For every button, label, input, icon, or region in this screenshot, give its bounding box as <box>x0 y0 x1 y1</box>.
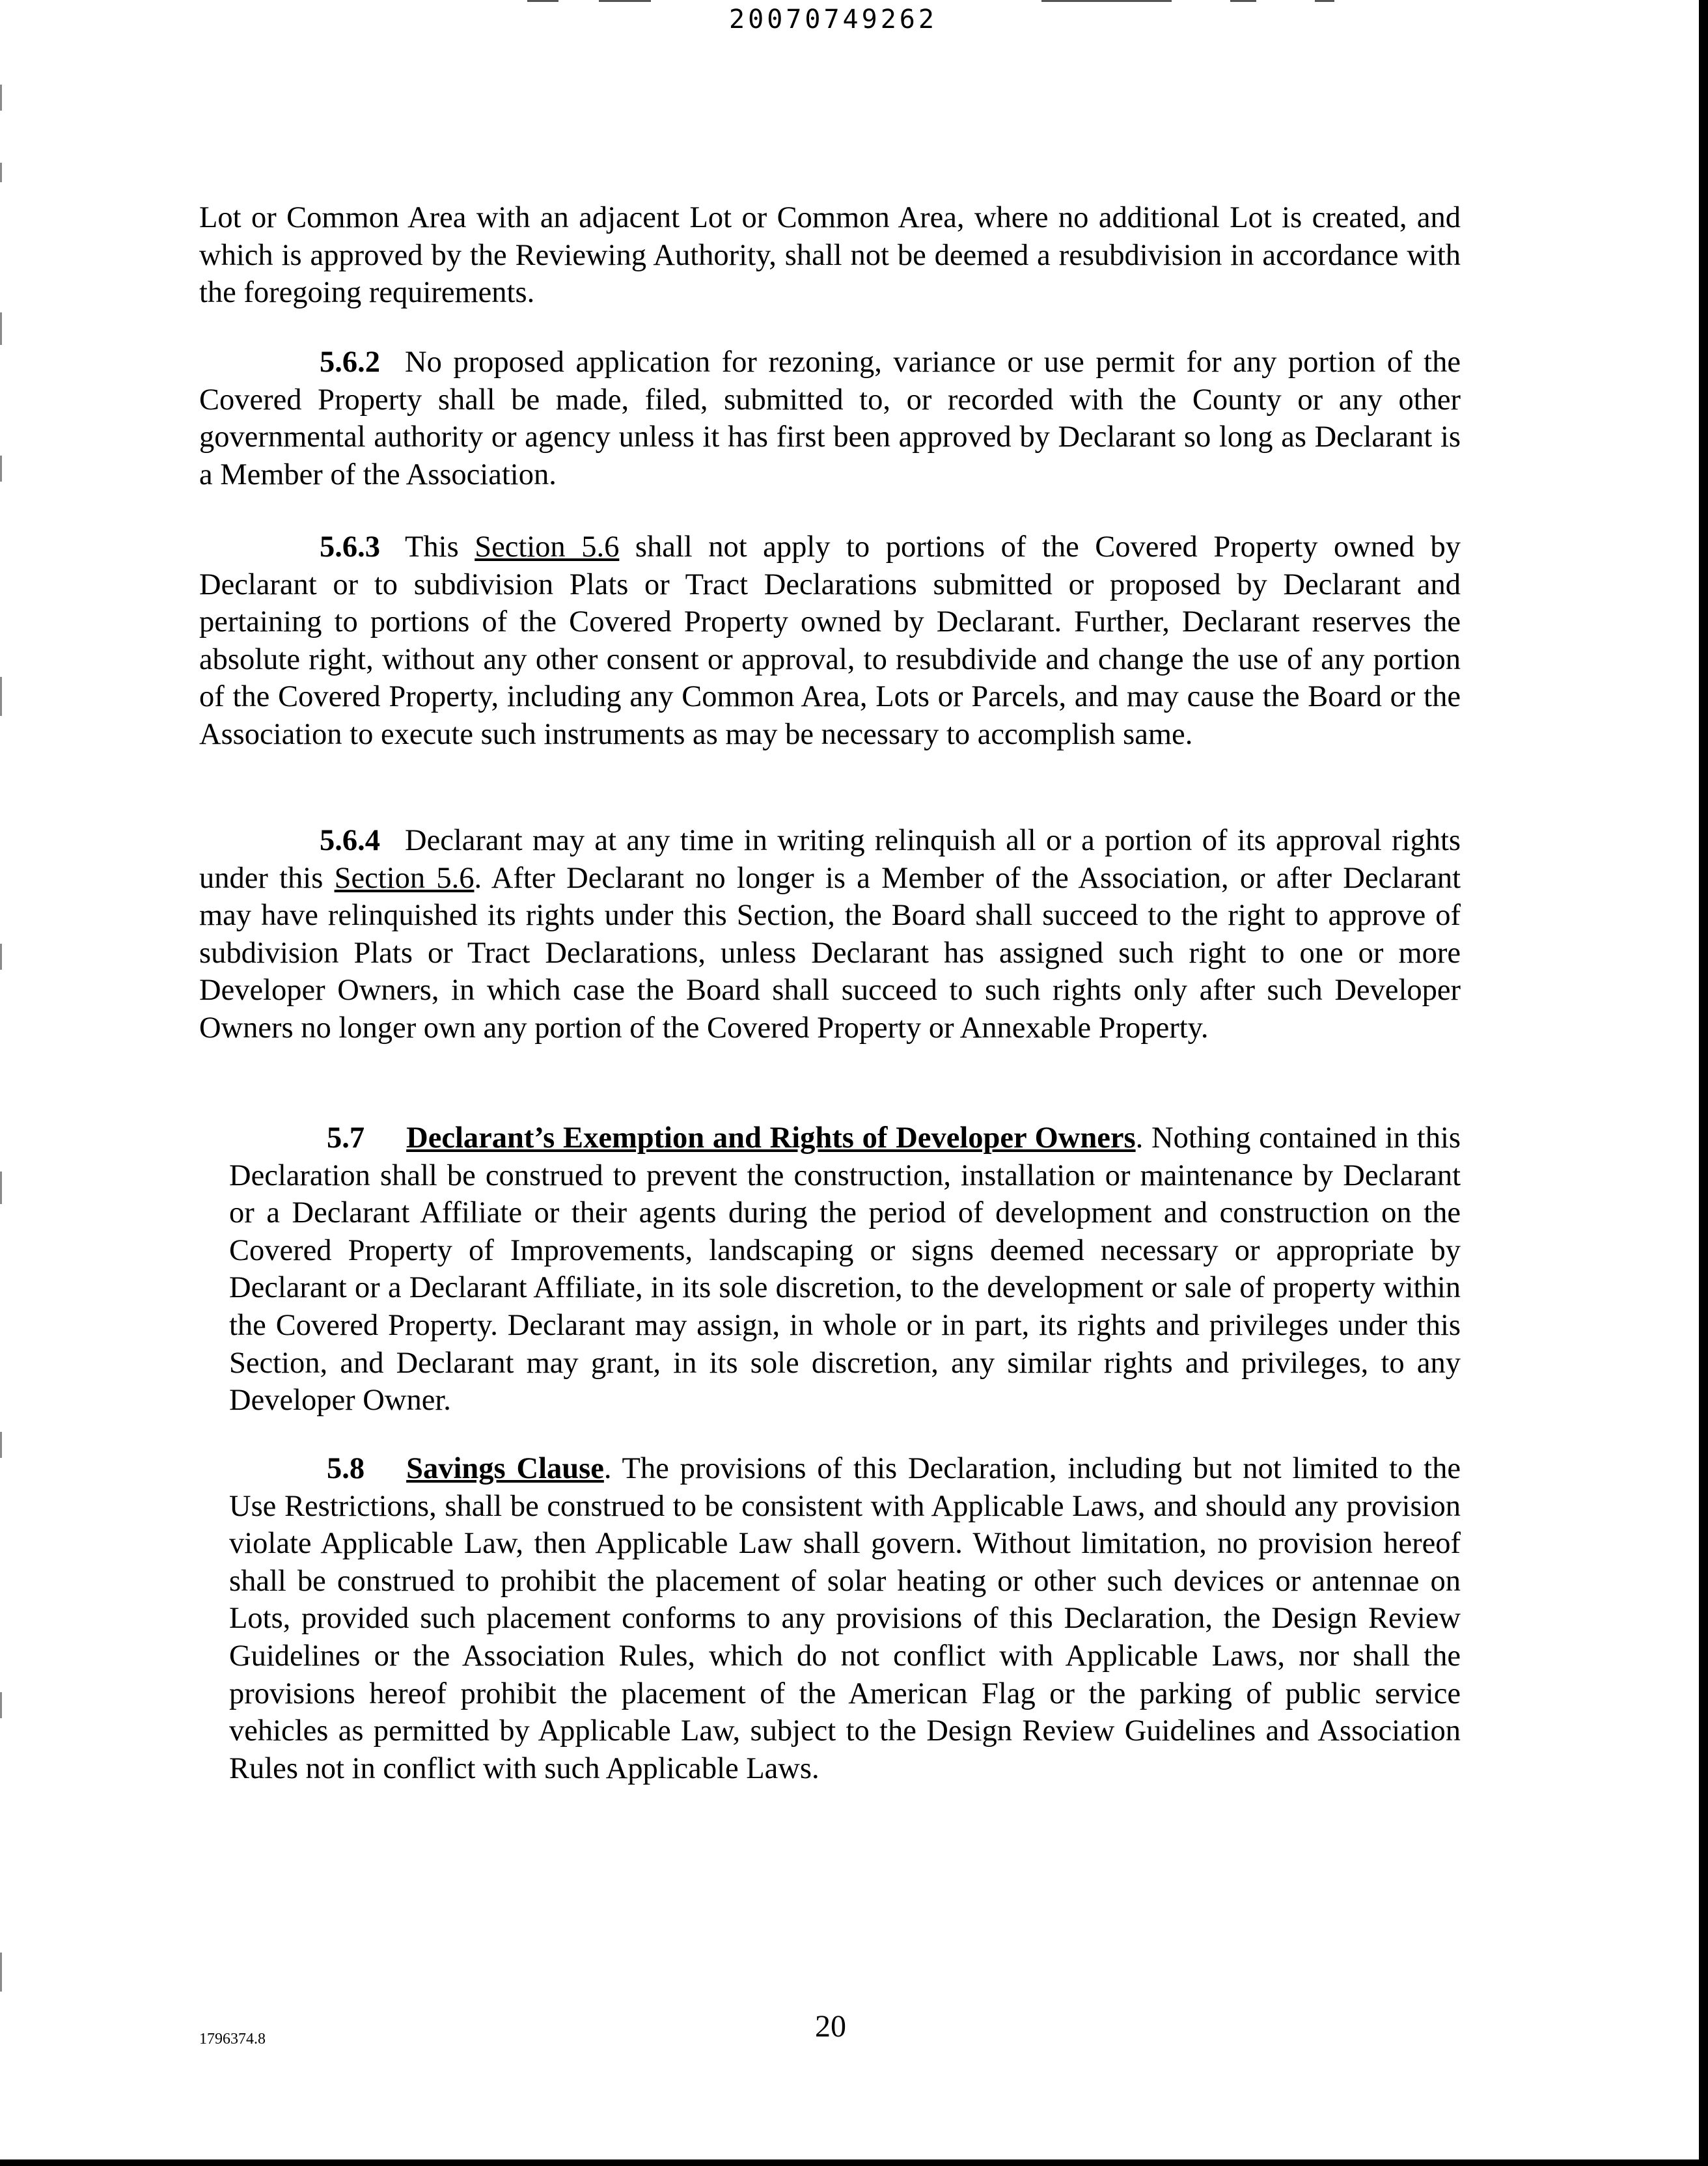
section-text: . After Declarant no longer is a Member of the Association, or after Declarant may have relinquished its rights under this Section, the Board shall succeed to the right to approve of subdivision Plats or Tract Declarations, unless Declarant has assigned such right to one or more Developer Owners, in which case the Board shall succeed to such rights only after such Developer Owners no longer own any portion of the Covered Property or Annexable Property. <box>199 861 1461 1045</box>
scan-border-bottom <box>0 2159 1708 2166</box>
paragraph-intro <box>199 199 1461 312</box>
scan-border-right <box>1699 0 1708 2166</box>
scan-artifact <box>0 944 2 970</box>
scan-artifact <box>0 85 2 111</box>
section-lead: Declarant may at any time in writing relinquish all or a portion of its approval rights under this <box>199 824 1461 895</box>
section-5-8 <box>229 1450 1461 1787</box>
section-5-6-2 <box>199 344 1461 493</box>
section-text: . The provisions of this Declaration, including but not limited to the Use Restrictions, shall be construed to be consistent with Applicable Laws, and should any provision violate Applicable Law, then Applicable Law shall govern. Without limitation, no provision hereof shall be construed to prohibit the placement of solar heating or other such devices or antennae on Lots, provided such placement conforms to any provisions of this Declaration, the Design Review Guidelines or the Association Rules, which do not conflict with Applicable Laws, nor shall the provisions hereof prohibit the placement of the American Flag or the parking of public service vehicles as permitted by Applicable Law, subject to the Design Review Guidelines and Association Rules not in conflict with such Applicable Laws. <box>229 1452 1461 1785</box>
section-number: 5.8 <box>327 1452 365 1485</box>
section-text: . Nothing contained in this Declaration shall be construed to prevent the construction, installation or maintenance by Declarant or a Declarant Affiliate or their agents during the period of development and construction on the Covered Property of Improvements, landscaping or signs deemed necessary or appropriate by Declarant or a Declarant Affiliate, in its sole discretion, to the development or sale of property within the Covered Property. Declarant may assign, in whole or in part, its rights and privileges under this Section, and Declarant may grant, in its sole discretion, any similar rights and privileges, to any Developer Owner. <box>229 1121 1461 1418</box>
scan-artifact <box>0 677 2 716</box>
section-heading: Declarant’s Exemption and Rights of Developer Owners <box>406 1121 1136 1155</box>
section-5-6-4 <box>199 822 1461 1047</box>
scan-artifact <box>0 1172 2 1204</box>
document-number: 20070749262 <box>729 5 937 34</box>
scan-artifact <box>0 456 2 482</box>
paragraph-intro-text: Lot or Common Area with an adjacent Lot or Common Area, where no additional Lot is created, and which is approved by the Reviewing Authority, shall not be deemed a resubdivision in accordance with the foregoing requirements. <box>199 201 1461 310</box>
scan-artifact <box>0 1432 2 1458</box>
scan-artifact <box>0 312 2 345</box>
section-reference-link[interactable]: Section 5.6 <box>475 530 620 564</box>
section-text: No proposed application for rezoning, variance or use permit for any portion of the Covered Property shall be made, filed, submitted to, or recorded with the County or any other governmental authority or agency unless it has first been approved by Declarant so long as Declarant is a Member of the Association. <box>199 346 1461 491</box>
section-5-7 <box>229 1119 1461 1419</box>
section-number: 5.6.4 <box>320 824 380 857</box>
section-number: 5.7 <box>327 1121 365 1155</box>
section-number: 5.6.3 <box>320 530 380 564</box>
footer-document-id: 1796374.8 <box>199 2031 266 2048</box>
page-number: 20 <box>815 2009 846 2044</box>
section-text: shall not apply to portions of the Covered Property owned by Declarant or to subdivision Plats or Tract Declarations submitted or proposed by Declarant and pertaining to portions of the Covered Property owned by Declarant. Further, Declarant reserves the absolute right, without any other consent or approval, to resubdivide and change the use of any portion of the Covered Property, including any Common Area, Lots or Parcels, and may cause the Board or the Association to execute such instruments as may be necessary to accomplish same. <box>199 530 1461 751</box>
scan-artifact <box>0 163 2 182</box>
scan-artifact <box>0 1692 2 1718</box>
section-heading: Savings Clause <box>406 1452 604 1485</box>
scan-artifact <box>0 1953 2 1992</box>
section-number: 5.6.2 <box>320 346 380 379</box>
section-lead: This <box>405 530 459 564</box>
section-5-6-3 <box>199 528 1461 754</box>
section-reference-link[interactable]: Section 5.6 <box>334 861 475 895</box>
